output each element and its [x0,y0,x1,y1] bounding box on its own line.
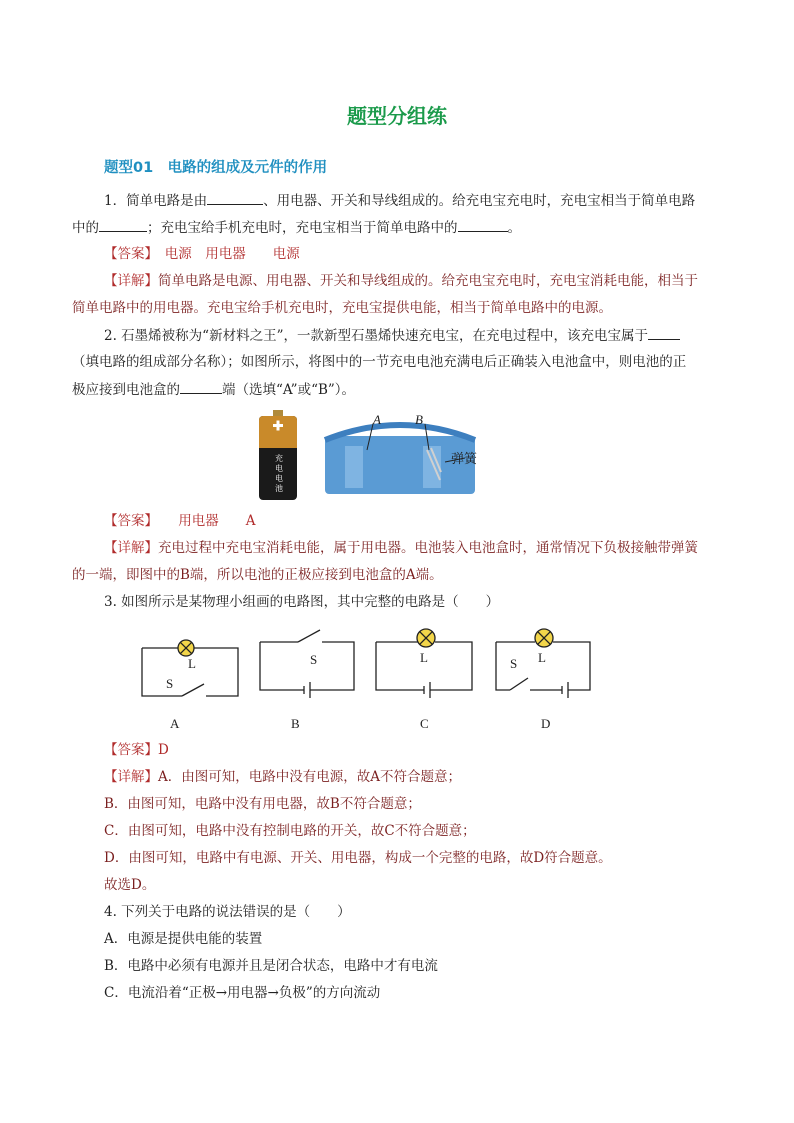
q4-option-b: B．电路中必须有电源并且是闭合状态，电路中才有电流 [104,958,438,974]
q3-conclusion: 故选D。 [104,877,156,893]
detail-label: 【详解】 [104,540,158,556]
q1-text: ；充电宝给手机充电时，充电宝相当于简单电路中的 [147,220,458,236]
q1-text: 1．简单电路是由 [104,193,208,209]
answer-text: D [158,742,169,758]
q3-detail-c: C．由图可知，电路中没有控制电路的开关，故C不符合题意； [104,823,476,839]
label-a: A [373,412,381,427]
q2-detail2: 的一端，即图中的B端，所以电池的正极应接到电池盒的A端。 [72,567,443,583]
answer-text: 电源 用电器 电源 [164,246,300,262]
q2-line2: （填电路的组成部分名称）；如图所示，将图中的一节充电电池充满电后正确装入电池盒中，则电池的正 [72,354,687,370]
q2-text: 2. 石墨烯被称为“新材料之王”，一款新型石墨烯快速充电宝，在充电过程中，该充电宝属于 [104,328,648,344]
answer-label: 【答案】 [104,246,152,262]
q1-blank1 [207,190,263,205]
q1-blank2 [99,217,147,232]
page-title: 题型分组练 [347,104,447,128]
q1-text: 。 [507,220,521,236]
q4-option-a: A．电源是提供电能的装置 [104,931,263,947]
q2-line3 [72,379,355,400]
caption-c: C [420,716,429,731]
q1-blank3 [458,217,508,232]
answer-text: 用电器 A [178,513,256,529]
q1-line1 [104,190,695,211]
q3-detail-b: B．由图可知，电路中没有用电器，故B不符合题意； [104,796,421,812]
detail-text: 充电过程中充电宝消耗电能，属于用电器。电池装入电池盒时，通常情况下负极接触带弹簧 [158,540,698,556]
q3-detail-d: D．由图可知，电路中有电源、开关、用电器，构成一个完整的电路，故D符合题意。 [104,850,612,866]
q1-detail2: 简单电路中的用电器。充电宝给手机充电时，充电宝提供电能，相当于简单电路中的电源。 [72,300,612,316]
q2-answer [104,511,256,531]
detail-label: 【详解】 [104,273,158,289]
caption-d: D [541,716,551,731]
q2-detail1 [104,538,698,558]
detail-text: A．由图可知，电路中没有电源，故A不符合题意； [158,769,461,785]
answer-label: 【答案】 [104,513,152,529]
spring-label: 弹簧 [451,451,478,466]
circuit-d-s: S [510,656,518,671]
circuit-a-s: S [166,676,174,691]
q2-text: 端（选填“A”或“B”）。 [222,382,356,398]
battery-label: 充 电 电 池 [275,454,283,493]
caption-a: A [170,716,180,731]
q3-detail-a [104,767,461,787]
circuit-diagrams [138,626,598,706]
q3-stem: 3. 如图所示是某物理小组画的电路图，其中完整的电路是（ ） [104,594,500,610]
circuit-a-l: L [188,656,196,671]
caption-b: B [291,716,300,731]
circuit-c-l: L [420,650,428,665]
circuit-b [260,630,354,698]
section-heading: 题型01 电路的组成及元件的作用 [104,160,328,176]
circuit-d-l: L [538,650,546,665]
q2-line1 [104,325,680,346]
detail-label: 【详解】 [104,769,158,785]
circuit-b-s: S [310,652,318,667]
q1-answer [104,244,300,264]
q4-option-c: C．电流沿着“正极→用电器→负极”的方向流动 [104,985,381,1001]
q1-text: 中的 [72,220,99,236]
label-b: B [415,412,423,427]
q2-text: 极应接到电池盒的 [72,382,180,398]
detail-text: 简单电路是电源、用电器、开关和导线组成的。给充电宝充电时，充电宝消耗电能，相当于 [158,273,698,289]
q4-stem: 4. 下列关于电路的说法错误的是（ ） [104,904,351,920]
q1-text: 、用电器、开关和导线组成的。给充电宝充电时，充电宝相当于简单电路 [263,193,696,209]
q2-blank2 [180,379,222,394]
q1-line2 [72,217,521,238]
battery-figure [255,410,495,502]
answer-label: 【答案】 [104,742,158,758]
q2-blank1 [648,325,680,340]
q1-detail1 [104,271,698,291]
q3-answer [104,740,169,760]
